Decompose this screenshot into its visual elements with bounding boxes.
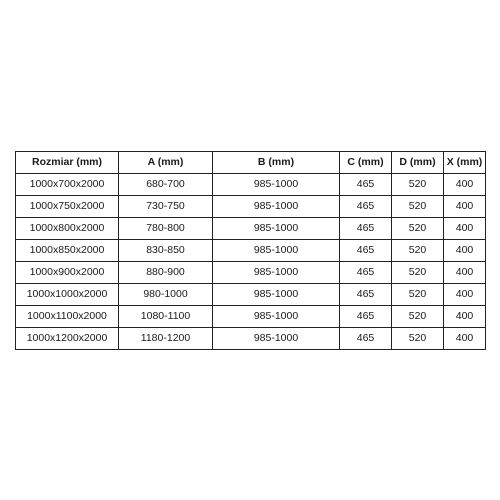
cell-size: 1000x1200x2000 <box>16 328 119 350</box>
cell-d: 520 <box>392 240 444 262</box>
dimension-table-container <box>15 151 485 350</box>
table-row <box>16 240 486 262</box>
header-c: C (mm) <box>340 152 392 174</box>
header-a: A (mm) <box>119 152 213 174</box>
cell-size: 1000x1000x2000 <box>16 284 119 306</box>
cell-x: 400 <box>444 306 486 328</box>
cell-d: 520 <box>392 218 444 240</box>
cell-size: 1000x1100x2000 <box>16 306 119 328</box>
cell-d: 520 <box>392 262 444 284</box>
header-b: B (mm) <box>213 152 340 174</box>
table-row <box>16 174 486 196</box>
cell-size: 1000x700x2000 <box>16 174 119 196</box>
header-size: Rozmiar (mm) <box>16 152 119 174</box>
cell-a: 780-800 <box>119 218 213 240</box>
cell-x: 400 <box>444 240 486 262</box>
cell-c: 465 <box>340 328 392 350</box>
cell-d: 520 <box>392 174 444 196</box>
cell-a: 830-850 <box>119 240 213 262</box>
table-row <box>16 196 486 218</box>
cell-x: 400 <box>444 262 486 284</box>
table-row <box>16 328 486 350</box>
cell-b: 985-1000 <box>213 218 340 240</box>
cell-b: 985-1000 <box>213 306 340 328</box>
cell-a: 980-1000 <box>119 284 213 306</box>
header-d: D (mm) <box>392 152 444 174</box>
cell-x: 400 <box>444 174 486 196</box>
cell-c: 465 <box>340 306 392 328</box>
table-row <box>16 262 486 284</box>
cell-x: 400 <box>444 328 486 350</box>
cell-c: 465 <box>340 240 392 262</box>
cell-size: 1000x900x2000 <box>16 262 119 284</box>
cell-d: 520 <box>392 306 444 328</box>
cell-b: 985-1000 <box>213 240 340 262</box>
cell-a: 880-900 <box>119 262 213 284</box>
cell-b: 985-1000 <box>213 174 340 196</box>
table-row <box>16 306 486 328</box>
cell-x: 400 <box>444 284 486 306</box>
table-body <box>16 174 486 350</box>
cell-b: 985-1000 <box>213 328 340 350</box>
cell-a: 680-700 <box>119 174 213 196</box>
cell-c: 465 <box>340 284 392 306</box>
cell-x: 400 <box>444 218 486 240</box>
cell-b: 985-1000 <box>213 262 340 284</box>
cell-a: 1080-1100 <box>119 306 213 328</box>
cell-d: 520 <box>392 196 444 218</box>
table-row <box>16 284 486 306</box>
header-x: X (mm) <box>444 152 486 174</box>
cell-c: 465 <box>340 196 392 218</box>
cell-a: 1180-1200 <box>119 328 213 350</box>
cell-c: 465 <box>340 262 392 284</box>
cell-size: 1000x750x2000 <box>16 196 119 218</box>
table-row <box>16 218 486 240</box>
cell-c: 465 <box>340 218 392 240</box>
cell-c: 465 <box>340 174 392 196</box>
table-header-row <box>16 152 486 174</box>
dimension-table <box>15 151 486 350</box>
cell-x: 400 <box>444 196 486 218</box>
cell-a: 730-750 <box>119 196 213 218</box>
cell-d: 520 <box>392 328 444 350</box>
cell-b: 985-1000 <box>213 284 340 306</box>
cell-size: 1000x800x2000 <box>16 218 119 240</box>
cell-size: 1000x850x2000 <box>16 240 119 262</box>
cell-d: 520 <box>392 284 444 306</box>
cell-b: 985-1000 <box>213 196 340 218</box>
